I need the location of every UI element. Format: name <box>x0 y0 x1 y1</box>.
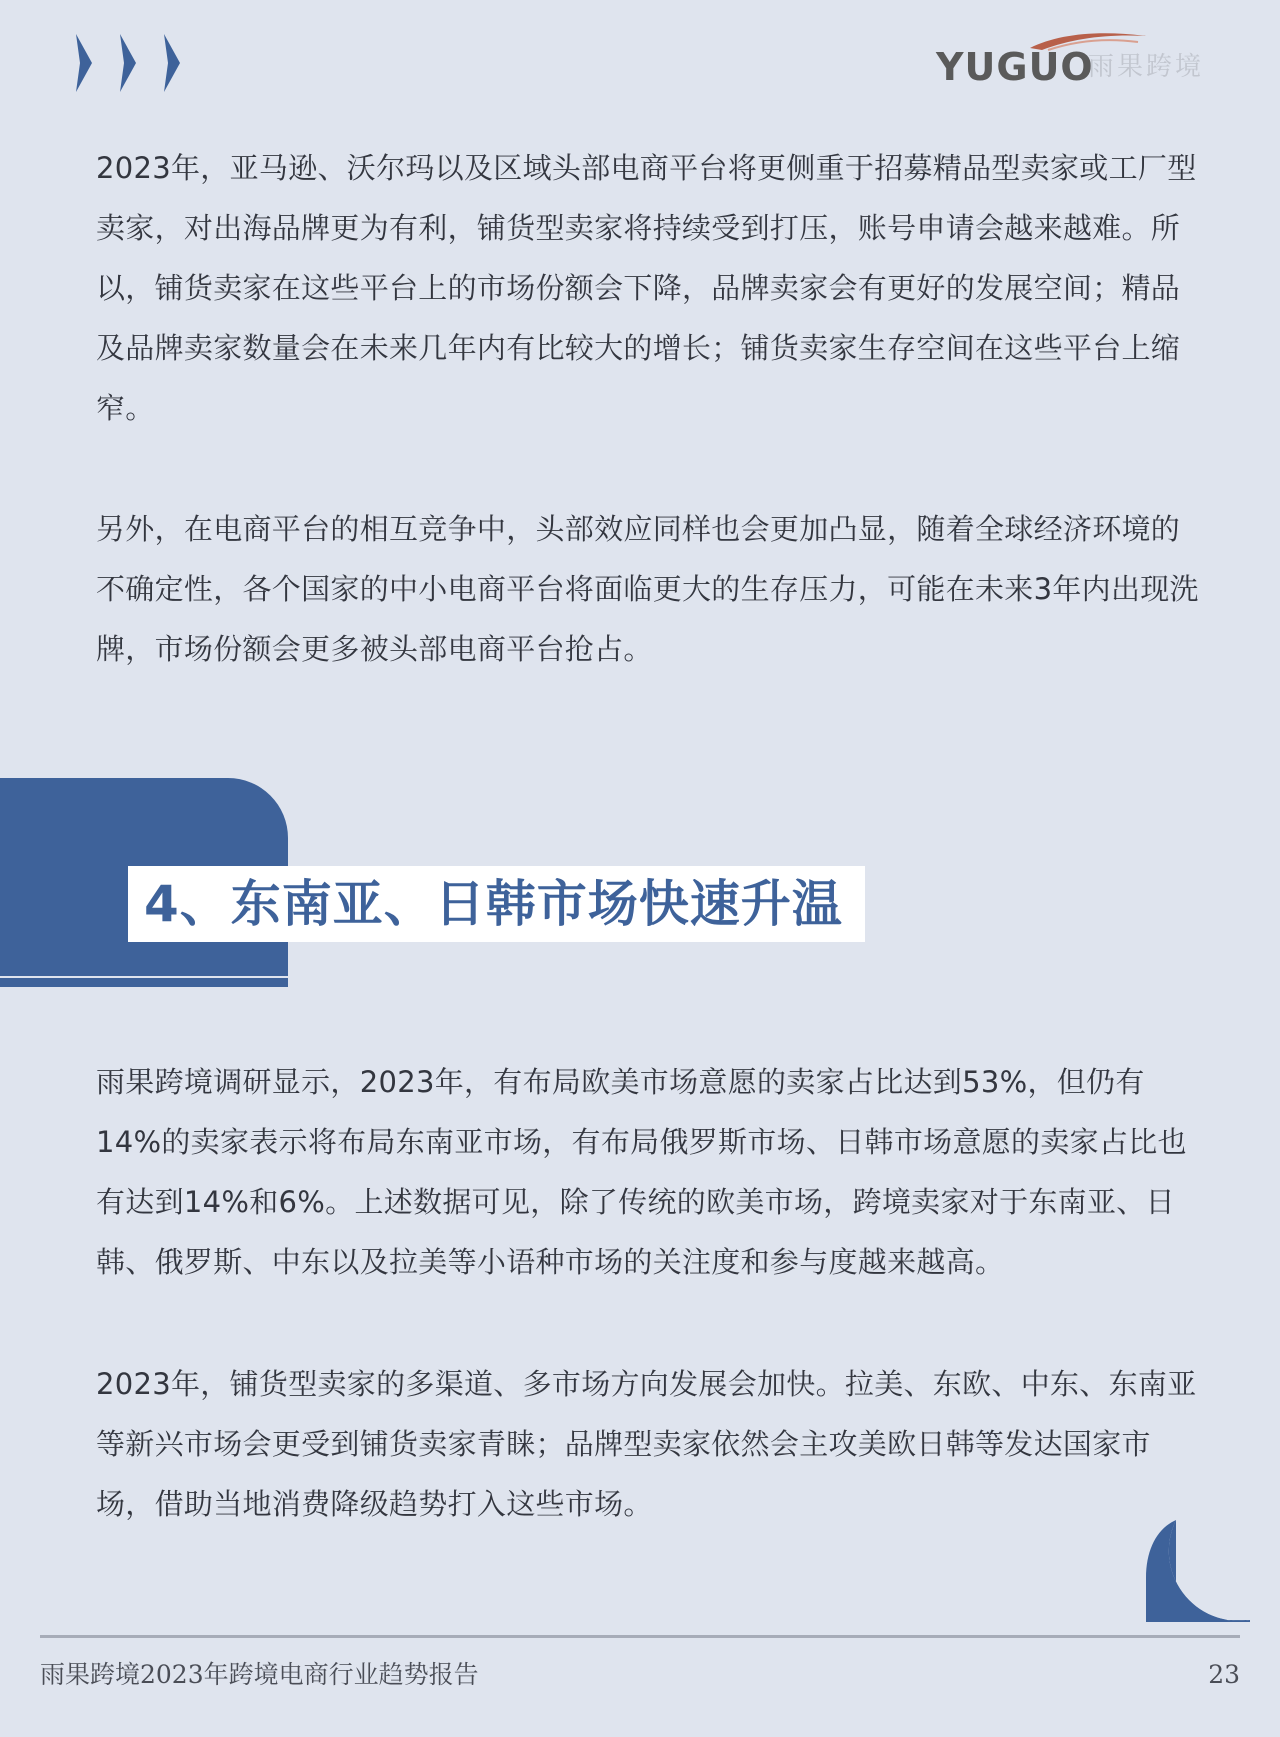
header-arrows-icon <box>76 32 196 94</box>
decorative-quarter-circle-icon <box>1146 1518 1252 1624</box>
footer-report-title: 雨果跨境2023年跨境电商行业趋势报告 <box>40 1660 479 1689</box>
logo-chinese-name: 雨果跨境 <box>1088 52 1205 82</box>
body-paragraph-4: 2023年，铺货型卖家的多渠道、多市场方向发展会加快。拉美、东欧、中东、东南亚等新兴市场会更受到铺货卖家青睐；品牌型卖家依然会主攻美欧日韩等发达国家市场，借助当地消费降级趋势打入这些市场。 <box>96 1367 1197 1521</box>
body-paragraph-2: 另外，在电商平台的相互竞争中，头部效应同样也会更加凸显，随着全球经济环境的不确定性，各个国家的中小电商平台将面临更大的生存压力，可能在未来3年内出现洗牌，市场份额会更多被头部电商平台抢占。 <box>96 512 1199 666</box>
section-heading: 4、东南亚、日韩市场快速升温 <box>144 875 843 933</box>
brand-logo <box>936 28 1236 98</box>
body-paragraph-1: 2023年，亚马逊、沃尔玛以及区域头部电商平台将更侧重于招募精品型卖家或工厂型卖家，对出海品牌更为有利，铺货型卖家将持续受到打压，账号申请会越来越难。所以，铺货卖家在这些平台上的市场份额会下降，品牌卖家会有更好的发展空间；精品及品牌卖家数量会在未来几年内有比较大的增长；铺货卖家生存空间在这些平台上缩窄。 <box>96 151 1197 425</box>
footer-divider <box>40 1635 1240 1638</box>
section-heading-stripe <box>0 978 288 987</box>
logo-wordmark: YUGUO <box>936 45 1094 89</box>
body-paragraph-3: 雨果跨境调研显示，2023年，有布局欧美市场意愿的卖家占比达到53%，但仍有14%的卖家表示将布局东南亚市场，有布局俄罗斯市场、日韩市场意愿的卖家占比也有达到14%和6%。上述数据可见，除了传统的欧美市场，跨境卖家对于东南亚、日韩、俄罗斯、中东以及拉美等小语种市场的关注度和参与度越来越高。 <box>96 1065 1187 1279</box>
page-number: 23 <box>1208 1660 1240 1689</box>
section-heading-box <box>128 866 865 942</box>
